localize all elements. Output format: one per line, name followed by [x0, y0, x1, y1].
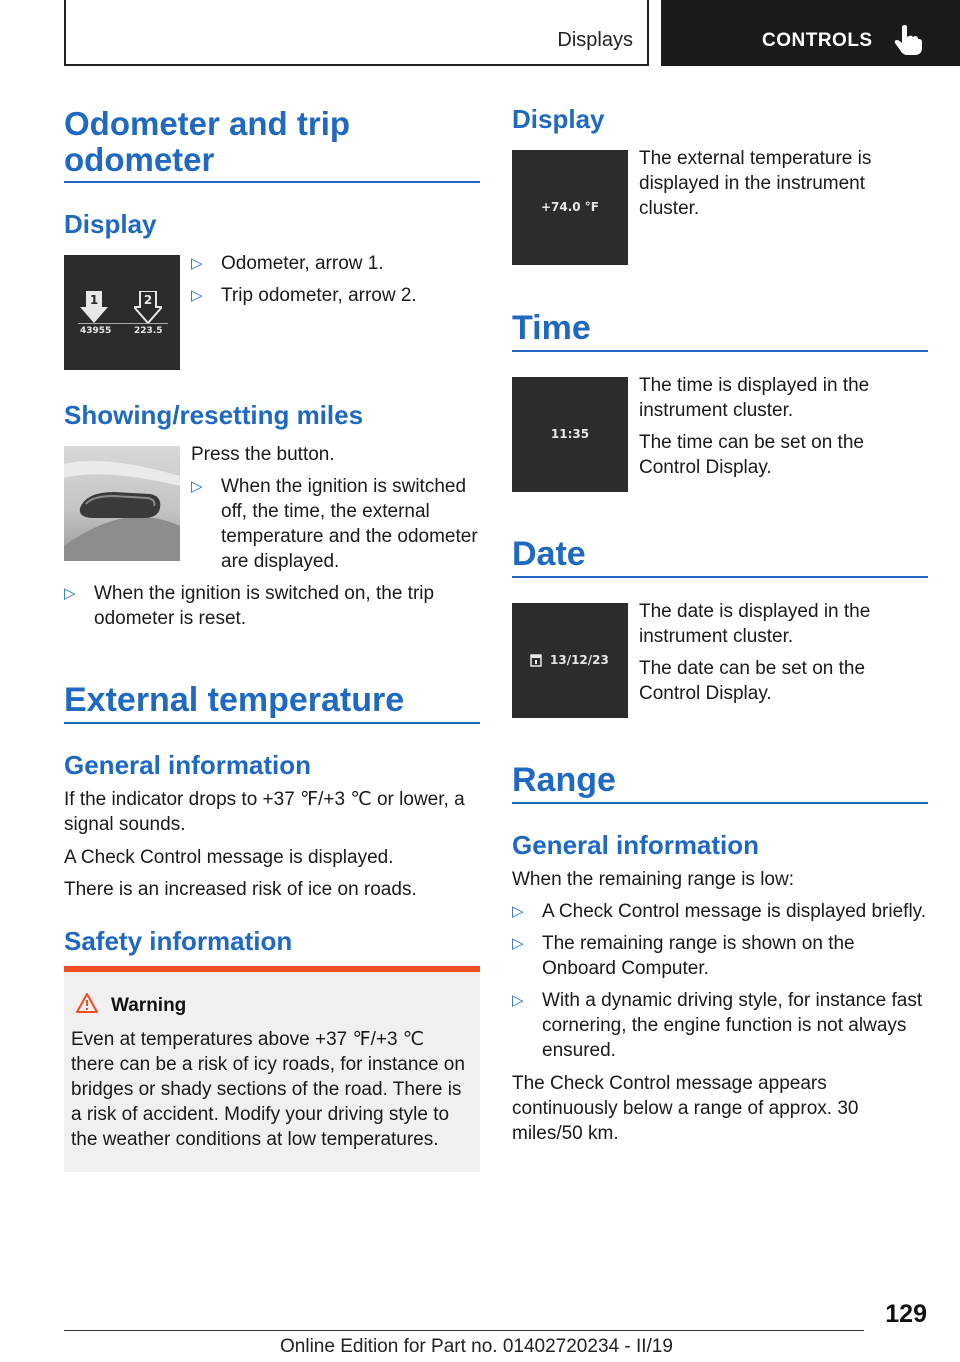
triangle-bullet-icon: ▷: [512, 903, 524, 920]
triangle-bullet-icon: ▷: [512, 935, 524, 952]
external-temperature-rule: [64, 722, 480, 724]
general-info-p3: There is an increased risk of ice on roads.: [64, 879, 417, 900]
header-chapter-tab: [661, 0, 960, 66]
temperature-display-text: The external temperature is displayed in the instrument cluster.: [639, 148, 872, 219]
odometer-title-rule: [64, 181, 480, 183]
time-panel-value: 11:35: [550, 427, 590, 441]
pointing-hand-icon: [892, 24, 922, 56]
external-temperature-title: External temperature: [64, 681, 405, 719]
time-p1: The time is displayed in the instrument cluster.: [639, 375, 870, 421]
warning-triangle-icon: [76, 993, 98, 1013]
reset-button-image: [64, 446, 180, 561]
triangle-bullet-icon: ▷: [191, 287, 203, 304]
reset-heading: Showing/resetting miles: [64, 400, 364, 430]
odometer-title: Odometer and trip odometer: [64, 105, 351, 178]
arrow-1-icon: [80, 291, 108, 323]
date-panel-value: 13/12/23: [550, 653, 609, 667]
page-number: 129: [885, 1300, 927, 1328]
range-bullet-1: [512, 899, 932, 924]
trip-odometer-value: 223.5: [134, 326, 163, 336]
triangle-bullet-icon: ▷: [64, 585, 76, 602]
reset-press-text: Press the button.: [191, 444, 335, 465]
range-bullet-3-text: With a dynamic driving style, for instance fast cornering, the engine function is not always ensured.: [542, 990, 923, 1061]
right-display-heading: Display: [512, 104, 605, 134]
range-general-heading: General information: [512, 830, 760, 860]
arrow-1-label: 1: [89, 293, 99, 307]
footer-rule: [64, 1330, 864, 1331]
date-title: Date: [512, 535, 586, 573]
arrow-2-label: 2: [143, 293, 153, 307]
range-intro: When the remaining range is low:: [512, 869, 794, 890]
warning-box: [64, 972, 480, 1172]
display-bullet-2-text: Trip odometer, arrow 2.: [221, 285, 417, 306]
display-bullet-2: [191, 283, 481, 308]
date-p1: The date is displayed in the instrument cluster.: [639, 601, 871, 647]
arrow-2-icon: [134, 291, 162, 323]
triangle-bullet-icon: ▷: [191, 255, 203, 272]
general-info-p1: If the indicator drops to +37 ℉/+3 ℃ or lower, a signal sounds.: [64, 789, 465, 835]
triangle-bullet-icon: ▷: [191, 478, 203, 495]
display-heading: Display: [64, 209, 157, 239]
range-bullet-2: [512, 931, 932, 981]
time-panel-image: [512, 377, 628, 492]
range-bullet-2-text: The remaining range is shown on the Onboard Computer.: [542, 933, 855, 979]
reset-bullet-1-text: When the ignition is switched off, the time, the external temperature and the odometer are displayed.: [221, 476, 478, 572]
date-p2: The date can be set on the Control Display.: [639, 658, 866, 704]
reset-button-illustration: [64, 446, 180, 561]
time-rule: [512, 350, 928, 352]
display-bullet-1: [191, 251, 481, 276]
odometer-panel-image: [64, 255, 180, 370]
time-title: Time: [512, 309, 591, 347]
temperature-panel-value: +74.0 °F: [540, 200, 600, 214]
display-bullet-1-text: Odometer, arrow 1.: [221, 253, 384, 274]
odometer-value: 43955: [80, 326, 112, 336]
range-rule: [512, 802, 928, 804]
triangle-bullet-icon: ▷: [512, 992, 524, 1009]
range-outro: The Check Control message appears continuously below a range of approx. 30 miles/50 km.: [512, 1073, 859, 1144]
range-bullet-1-text: A Check Control message is displayed briefly.: [542, 901, 927, 922]
header-section-box: [64, 0, 649, 66]
general-info-heading: General information: [64, 750, 312, 780]
temperature-panel-image: [512, 150, 628, 265]
warning-title: Warning: [111, 995, 187, 1016]
warning-text: Even at temperatures above +37 ℉/+3 ℃ there can be a risk of icy roads, for instance on bridges or shady sections of the road. There is a risk of accident. Modify your driving style to the weather conditions at low temperatures.: [71, 1029, 465, 1150]
general-info-p2: A Check Control message is displayed.: [64, 847, 394, 868]
footer-edition-text: Online Edition for Part no. 01402720234 - II/19: [280, 1336, 673, 1357]
reset-bullet-2-text: When the ignition is switched on, the trip odometer is reset.: [94, 583, 435, 629]
date-panel-image: [512, 603, 628, 718]
time-p2: The time can be set on the Control Display.: [639, 432, 864, 478]
header-section-label: Displays: [557, 29, 633, 51]
safety-info-heading: Safety information: [64, 926, 293, 956]
range-bullet-3: [512, 988, 932, 1063]
reset-bullet-1: [191, 474, 483, 574]
reset-bullet-2: [64, 581, 482, 631]
header-chapter-label: CONTROLS: [762, 30, 873, 51]
odometer-panel-divider: [78, 323, 168, 324]
range-title: Range: [512, 761, 616, 799]
date-rule: [512, 576, 928, 578]
calendar-icon: [530, 654, 542, 667]
